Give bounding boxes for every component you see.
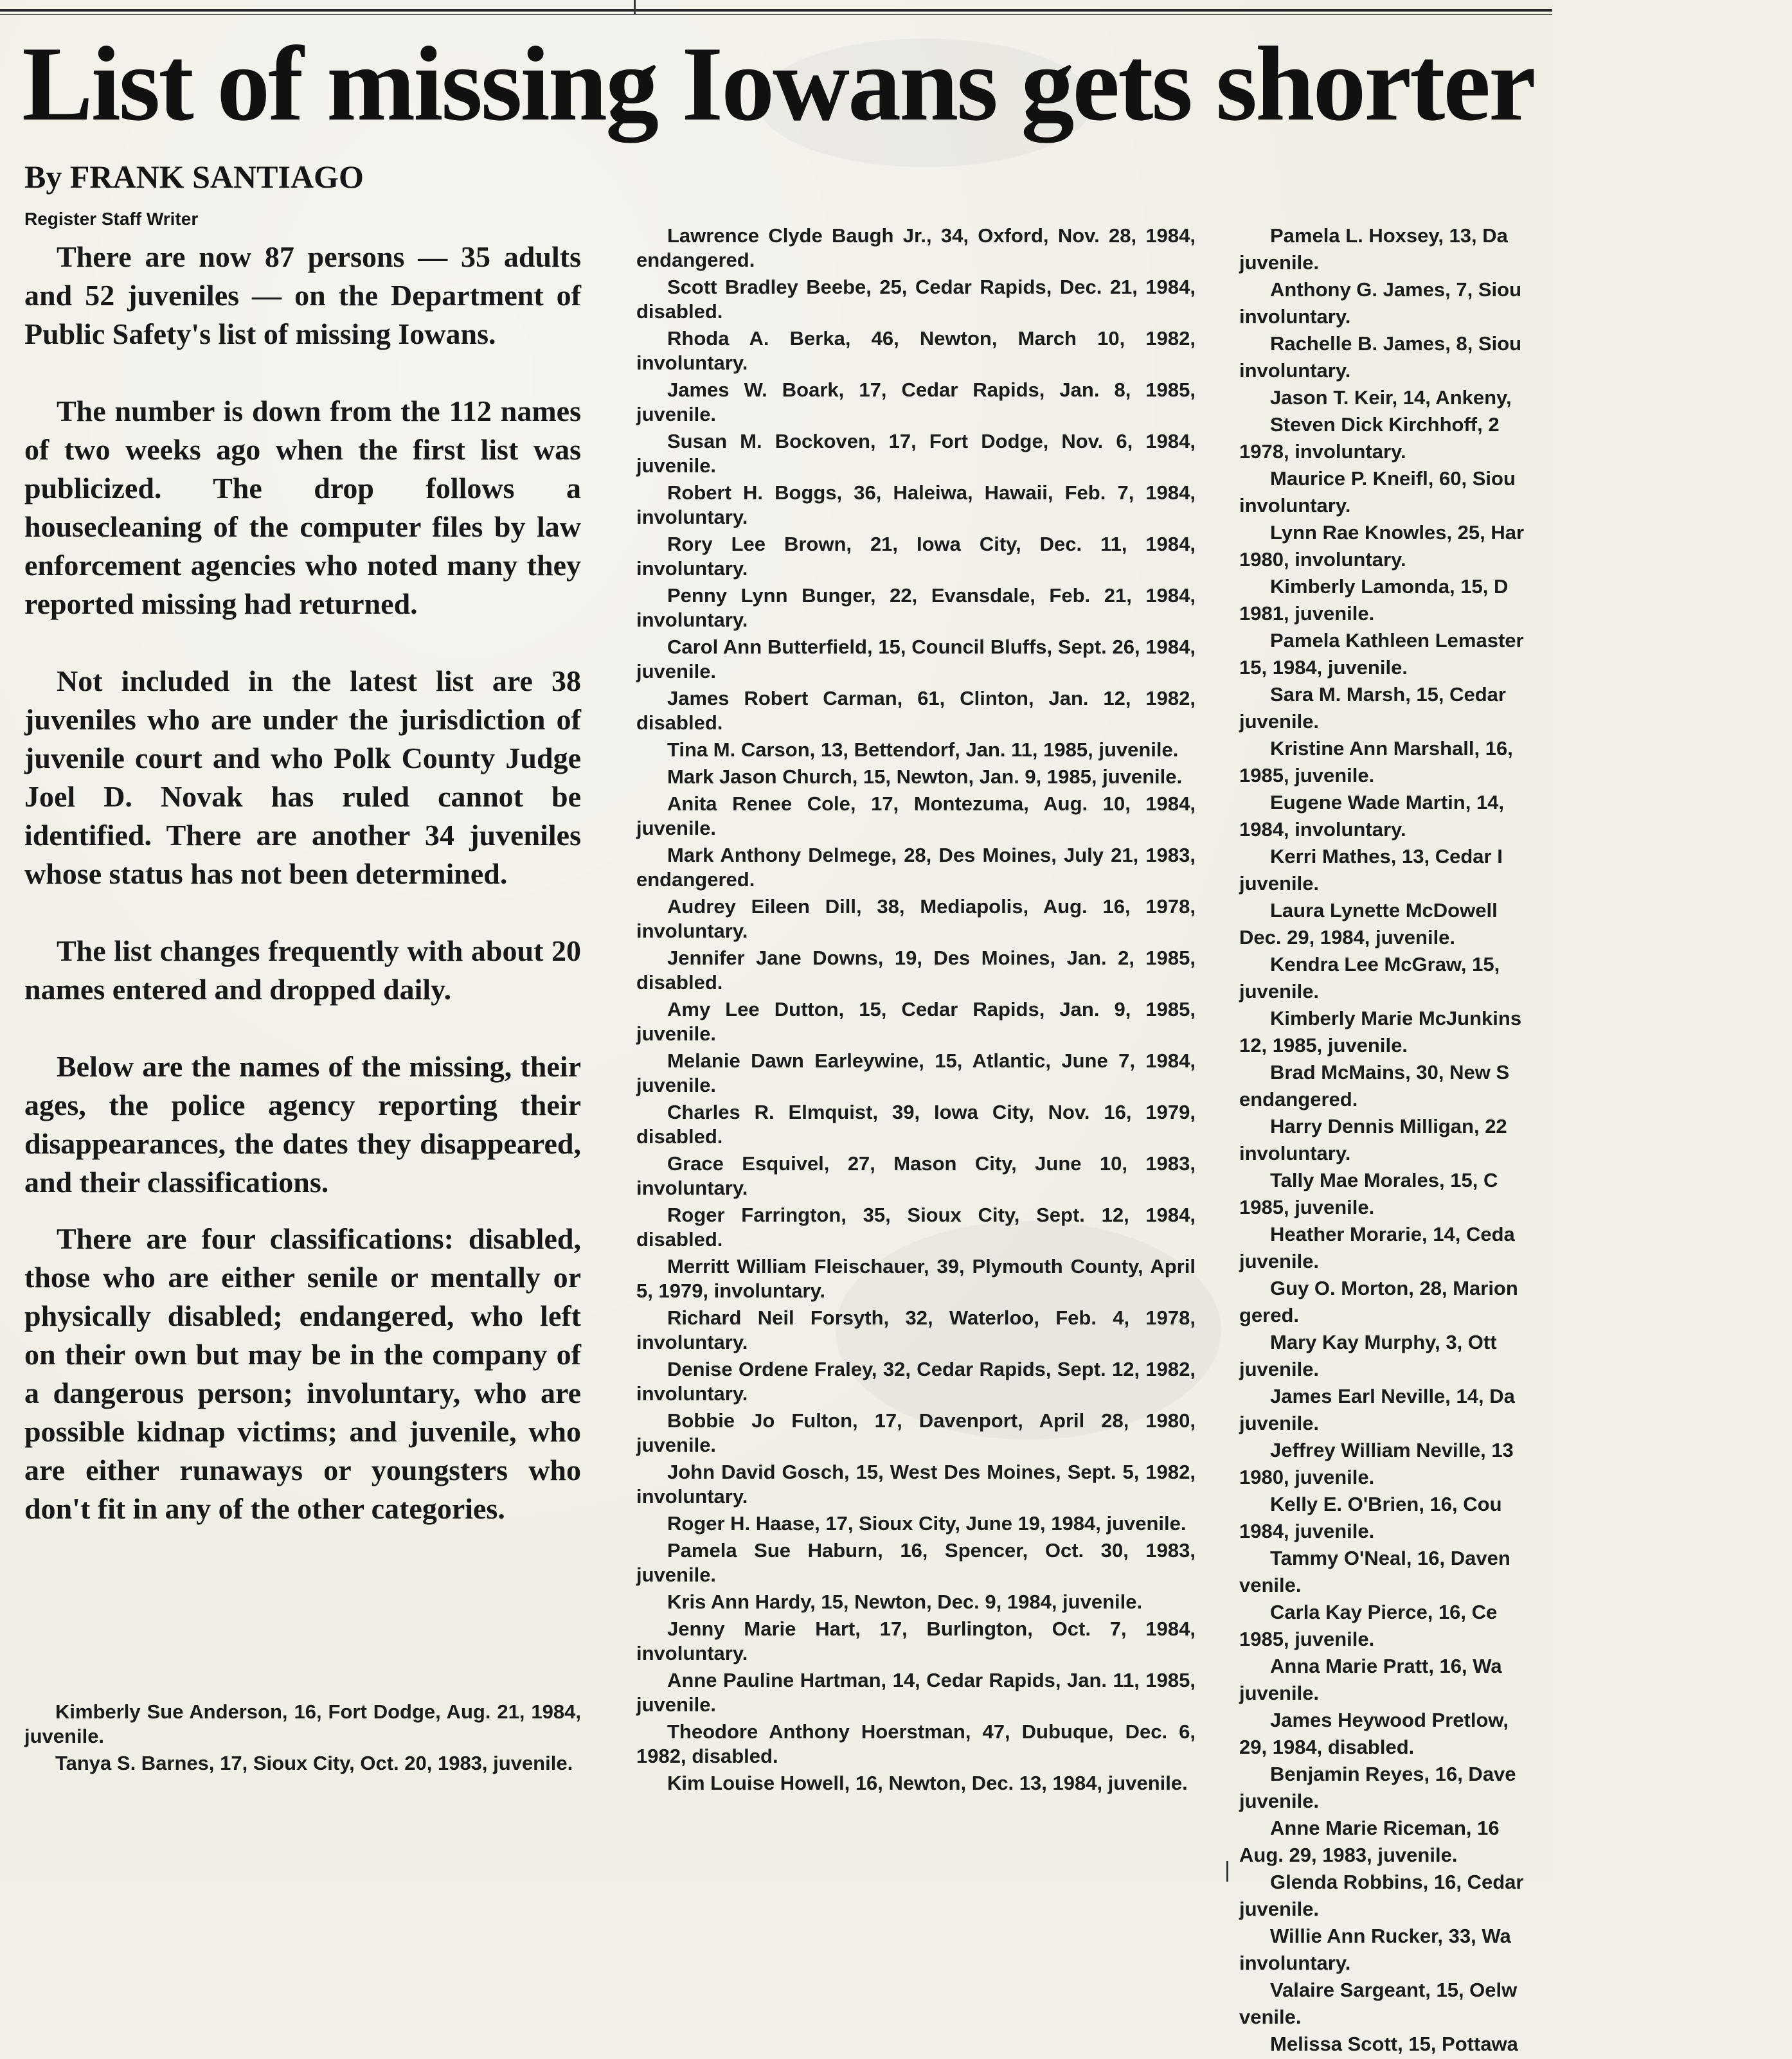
list-item: Mark Anthony Delmege, 28, Des Moines, July 21, 1983, endangered. bbox=[636, 844, 1196, 891]
list-item: Tina M. Carson, 13, Bettendorf, Jan. 11, 1985, juvenile. bbox=[667, 738, 1179, 761]
article-paragraph: There are four classifications: disabled, those who are either senile or mentally or physically disabled; endangered, who left on their own but may be in the company of a dangerous person; involuntary, who are possible kidnap victims; and juvenile, who are either runaways or youngsters who don't fit in any of the other categories. bbox=[24, 1222, 581, 1525]
list-item: involuntary. bbox=[1239, 1142, 1351, 1164]
missing-list-right bbox=[1239, 224, 1792, 2059]
list-item: Laura Lynette McDowell bbox=[1270, 899, 1498, 922]
list-item: juvenile. bbox=[1239, 710, 1320, 733]
list-item: venile. bbox=[1239, 2006, 1302, 2028]
list-item: Aug. 29, 1983, juvenile. bbox=[1239, 1844, 1458, 1866]
list-item: 1978, involuntary. bbox=[1239, 440, 1406, 463]
list-item: Anne Marie Riceman, 16 bbox=[1270, 1817, 1500, 1839]
list-item: juvenile. bbox=[1239, 980, 1320, 1003]
list-item: Theodore Anthony Hoerstman, 47, Dubuque, Dec. 6, 1982, disabled. bbox=[636, 1720, 1196, 1767]
article-paragraph: Below are the names of the missing, their ages, the police agency reporting their disappearances, the dates they disappeared, and their classifications. bbox=[24, 1050, 581, 1199]
list-item: Heather Morarie, 14, Ceda bbox=[1270, 1223, 1515, 1245]
list-item: juvenile. bbox=[1239, 1250, 1320, 1272]
list-item: 1984, juvenile. bbox=[1239, 1520, 1375, 1542]
list-item: involuntary. bbox=[1239, 305, 1351, 328]
article-paragraph: The number is down from the 112 names of two weeks ago when the first list was publicized. The drop follows a housecleaning of the computer files by law enforcement agencies who noted many they reported missing had returned. bbox=[24, 395, 581, 620]
list-item: 12, 1985, juvenile. bbox=[1239, 1034, 1408, 1056]
list-item: Lawrence Clyde Baugh Jr., 34, Oxford, Nov. 28, 1984, endangered. bbox=[636, 224, 1196, 271]
article-body bbox=[24, 238, 581, 1546]
headline: List of missing Iowans gets shorter bbox=[22, 24, 1534, 143]
list-item: Charles R. Elmquist, 39, Iowa City, Nov. 16, 1979, disabled. bbox=[636, 1101, 1196, 1148]
list-item: Kendra Lee McGraw, 15, bbox=[1270, 953, 1500, 976]
list-item: endangered. bbox=[1239, 1088, 1358, 1110]
list-item: Rhoda A. Berka, 46, Newton, March 10, 1982, involuntary. bbox=[636, 327, 1196, 374]
list-item: Kim Louise Howell, 16, Newton, Dec. 13, 1984, juvenile. bbox=[667, 1772, 1188, 1794]
list-item: involuntary. bbox=[1239, 1952, 1351, 1974]
list-item: juvenile. bbox=[1239, 1358, 1320, 1380]
byline: By FRANK SANTIAGO bbox=[24, 159, 364, 195]
list-item: Tally Mae Morales, 15, C bbox=[1270, 1169, 1498, 1191]
list-item: Steven Dick Kirchhoff, 2 bbox=[1270, 413, 1500, 436]
list-item: venile. bbox=[1239, 1574, 1302, 1596]
top-rule-thin bbox=[0, 14, 1552, 15]
list-item: Carla Kay Pierce, 16, Ce bbox=[1270, 1601, 1498, 1623]
list-item: Roger Farrington, 35, Sioux City, Sept. 12, 1984, disabled. bbox=[636, 1204, 1196, 1251]
list-item: Jennifer Jane Downs, 19, Des Moines, Jan. 2, 1985, disabled. bbox=[636, 947, 1196, 994]
list-item: Kimberly Sue Anderson, 16, Fort Dodge, Aug. 21, 1984, juvenile. bbox=[24, 1700, 581, 1747]
list-item: Kristine Ann Marshall, 16, bbox=[1270, 737, 1513, 760]
list-item: Bobbie Jo Fulton, 17, Davenport, April 28, 1980, juvenile. bbox=[636, 1409, 1196, 1456]
list-item: 1981, juvenile. bbox=[1239, 602, 1375, 625]
column-divider-top bbox=[634, 0, 636, 14]
list-item: Carol Ann Butterfield, 15, Council Bluffs, Sept. 26, 1984, juvenile. bbox=[636, 636, 1196, 682]
list-item: Kimberly Marie McJunkins bbox=[1270, 1007, 1522, 1030]
list-item: juvenile. bbox=[1239, 251, 1320, 274]
list-item: Mark Jason Church, 15, Newton, Jan. 9, 1985, juvenile. bbox=[667, 765, 1183, 788]
list-item: Richard Neil Forsyth, 32, Waterloo, Feb. 4, 1978, involuntary. bbox=[636, 1306, 1196, 1353]
article-paragraph: There are now 87 persons — 35 adults and 52 juveniles — on the Department of Public Safety's list of missing Iowans. bbox=[24, 240, 581, 350]
list-item: Eugene Wade Martin, 14, bbox=[1270, 791, 1505, 814]
list-item: involuntary. bbox=[1239, 359, 1351, 382]
staff-credit: Register Staff Writer bbox=[24, 209, 199, 229]
list-item: Kelly E. O'Brien, 16, Cou bbox=[1270, 1493, 1502, 1515]
list-item: 15, 1984, juvenile. bbox=[1239, 656, 1408, 679]
list-item: Scott Bradley Beebe, 25, Cedar Rapids, Dec. 21, 1984, disabled. bbox=[636, 276, 1196, 323]
list-item: 1985, juvenile. bbox=[1239, 764, 1375, 787]
article-paragraph: Not included in the latest list are 38 juveniles who are under the jurisdiction of juvenile court and who Polk County Judge Joel D. Novak has ruled cannot be identified. There are another 34 juveniles whose status has not been determined. bbox=[24, 664, 581, 890]
list-item: Willie Ann Rucker, 33, Wa bbox=[1270, 1925, 1511, 1947]
list-item: Tammy O'Neal, 16, Daven bbox=[1270, 1547, 1510, 1569]
list-item: Anita Renee Cole, 17, Montezuma, Aug. 10, 1984, juvenile. bbox=[636, 792, 1196, 839]
list-item: Glenda Robbins, 16, Cedar bbox=[1270, 1871, 1524, 1893]
list-item: Jason T. Keir, 14, Ankeny, bbox=[1270, 386, 1512, 409]
list-item: Harry Dennis Milligan, 22 bbox=[1270, 1115, 1507, 1137]
missing-list-middle bbox=[636, 224, 1196, 1798]
list-item: juvenile. bbox=[1239, 1412, 1320, 1434]
list-item: John David Gosch, 15, West Des Moines, Sept. 5, 1982, involuntary. bbox=[636, 1461, 1196, 1508]
list-item: Dec. 29, 1984, juvenile. bbox=[1239, 926, 1456, 949]
list-item: Anthony G. James, 7, Siou bbox=[1270, 278, 1522, 301]
list-item: Sara M. Marsh, 15, Cedar bbox=[1270, 683, 1506, 706]
article-paragraph: The list changes frequently with about 20 names entered and dropped daily. bbox=[24, 934, 581, 1006]
list-item: Mary Kay Murphy, 3, Ott bbox=[1270, 1331, 1497, 1353]
list-item: 1984, involuntary. bbox=[1239, 818, 1406, 841]
list-item: involuntary. bbox=[1239, 494, 1351, 517]
list-item: Audrey Eileen Dill, 38, Mediapolis, Aug. 16, 1978, involuntary. bbox=[636, 895, 1196, 942]
list-item: Denise Ordene Fraley, 32, Cedar Rapids, Sept. 12, 1982, involuntary. bbox=[636, 1358, 1196, 1405]
list-item: Melissa Scott, 15, Pottawa bbox=[1270, 2033, 1518, 2055]
list-item: James Earl Neville, 14, Da bbox=[1270, 1385, 1515, 1407]
list-item: Guy O. Morton, 28, Marion bbox=[1270, 1277, 1518, 1299]
list-item: 1985, juvenile. bbox=[1239, 1628, 1375, 1650]
list-item: juvenile. bbox=[1239, 1682, 1320, 1704]
list-item: James W. Boark, 17, Cedar Rapids, Jan. 8, 1985, juvenile. bbox=[636, 379, 1196, 425]
list-item: Kimberly Lamonda, 15, D bbox=[1270, 575, 1509, 598]
column-divider-bottom bbox=[1226, 1861, 1228, 1882]
list-item: juvenile. bbox=[1239, 872, 1320, 895]
list-item: Susan M. Bockoven, 17, Fort Dodge, Nov. 6, 1984, juvenile. bbox=[636, 430, 1196, 477]
list-item: Merritt William Fleischauer, 39, Plymouth County, April 5, 1979, involuntary. bbox=[636, 1255, 1196, 1302]
list-item: Jenny Marie Hart, 17, Burlington, Oct. 7, 1984, involuntary. bbox=[636, 1618, 1196, 1664]
list-item: Jeffrey William Neville, 13 bbox=[1270, 1439, 1514, 1461]
list-item: Pamela Kathleen Lemaster bbox=[1270, 629, 1524, 652]
list-item: Tanya S. Barnes, 17, Sioux City, Oct. 20, 1983, juvenile. bbox=[55, 1752, 573, 1774]
list-item: Melanie Dawn Earleywine, 15, Atlantic, June 7, 1984, juvenile. bbox=[636, 1049, 1196, 1096]
list-item: Anne Pauline Hartman, 14, Cedar Rapids, Jan. 11, 1985, juvenile. bbox=[636, 1669, 1196, 1716]
list-item: Rory Lee Brown, 21, Iowa City, Dec. 11, 1984, involuntary. bbox=[636, 533, 1196, 580]
list-item: Pamela Sue Haburn, 16, Spencer, Oct. 30, 1983, juvenile. bbox=[636, 1539, 1196, 1586]
list-item: Brad McMains, 30, New S bbox=[1270, 1061, 1510, 1083]
list-item: juvenile. bbox=[1239, 1790, 1320, 1812]
list-item: James Heywood Pretlow, bbox=[1270, 1709, 1509, 1731]
list-item: Roger H. Haase, 17, Sioux City, June 19, 1984, juvenile. bbox=[667, 1512, 1187, 1535]
list-item: Rachelle B. James, 8, Siou bbox=[1270, 332, 1522, 355]
list-item: Kris Ann Hardy, 15, Newton, Dec. 9, 1984, juvenile. bbox=[667, 1591, 1143, 1613]
top-rule bbox=[0, 9, 1552, 12]
list-item: James Robert Carman, 61, Clinton, Jan. 12, 1982, disabled. bbox=[636, 687, 1196, 734]
list-item: 1985, juvenile. bbox=[1239, 1196, 1375, 1218]
list-item: Penny Lynn Bunger, 22, Evansdale, Feb. 21, 1984, involuntary. bbox=[636, 584, 1196, 631]
missing-list-left bbox=[24, 1700, 581, 1778]
list-item: 29, 1984, disabled. bbox=[1239, 1736, 1415, 1758]
list-item: Kerri Mathes, 13, Cedar I bbox=[1270, 845, 1503, 868]
list-item: gered. bbox=[1239, 1304, 1300, 1326]
list-item: Robert H. Boggs, 36, Haleiwa, Hawaii, Feb. 7, 1984, involuntary. bbox=[636, 481, 1196, 528]
list-item: Amy Lee Dutton, 15, Cedar Rapids, Jan. 9, 1985, juvenile. bbox=[636, 998, 1196, 1045]
list-item: Benjamin Reyes, 16, Dave bbox=[1270, 1763, 1516, 1785]
list-item: juvenile. bbox=[1239, 1898, 1320, 1920]
list-item: Maurice P. Kneifl, 60, Siou bbox=[1270, 467, 1516, 490]
list-item: Lynn Rae Knowles, 25, Har bbox=[1270, 521, 1525, 544]
list-item: 1980, involuntary. bbox=[1239, 548, 1406, 571]
list-item: Grace Esquivel, 27, Mason City, June 10, 1983, involuntary. bbox=[636, 1152, 1196, 1199]
list-item: Anna Marie Pratt, 16, Wa bbox=[1270, 1655, 1502, 1677]
list-item: 1980, juvenile. bbox=[1239, 1466, 1375, 1488]
list-item: Pamela L. Hoxsey, 13, Da bbox=[1270, 224, 1508, 247]
list-item: Valaire Sargeant, 15, Oelw bbox=[1270, 1979, 1518, 2001]
